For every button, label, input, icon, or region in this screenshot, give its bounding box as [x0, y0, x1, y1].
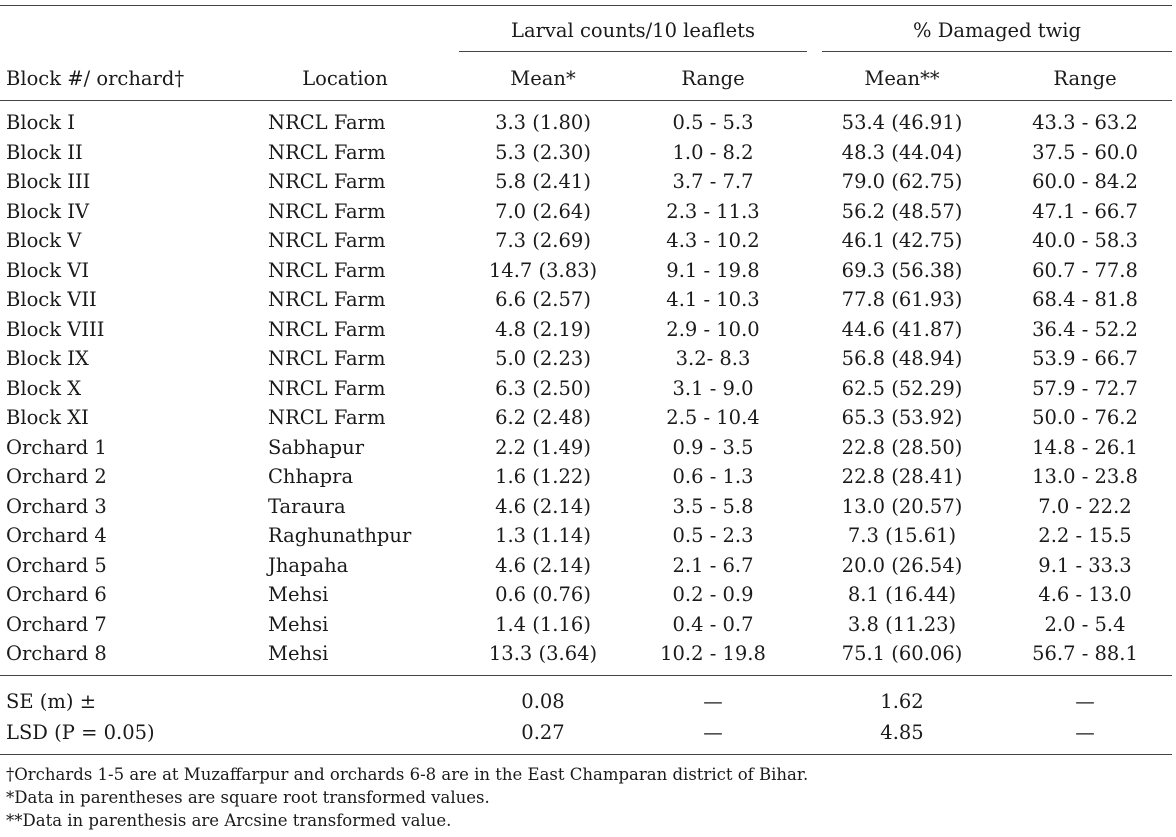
damaged-mean-cell: 65.3 (53.92) — [841, 406, 963, 429]
header-damaged-range: Range — [1053, 67, 1117, 90]
damaged-range-cell: 2.2 - 15.5 — [1038, 524, 1132, 547]
damaged-mean-cell: 13.0 (20.57) — [841, 494, 963, 518]
footnote-asterisk: *Data in parentheses are square root transformed values. — [6, 788, 490, 807]
damaged-mean-cell: 56.2 (48.57) — [841, 199, 963, 223]
damaged-mean-cell: 75.1 (60.06) — [841, 642, 963, 665]
larval-range-cell: 4.1 - 10.3 — [666, 288, 760, 311]
larval-mean-cell: 6.6 (2.57) — [495, 288, 591, 311]
damaged-range-cell: 53.9 - 66.7 — [1032, 347, 1138, 370]
larval-mean-cell: 0.6 (0.76) — [495, 583, 591, 606]
block-cell: Orchard 3 — [6, 494, 107, 518]
damaged-mean-cell: 8.1 (16.44) — [847, 583, 957, 606]
damaged-mean-cell: 53.4 (46.91) — [841, 111, 963, 134]
larval-range-cell: 3.2- 8.3 — [675, 347, 751, 370]
block-cell: Orchard 8 — [6, 642, 107, 665]
larval-range-cell: 10.2 - 19.8 — [660, 642, 766, 665]
larval-mean-cell: 1.4 (1.16) — [495, 612, 591, 636]
larval-mean-cell: 5.0 (2.23) — [495, 347, 591, 370]
damaged-range-cell: 60.7 - 77.8 — [1032, 258, 1138, 282]
damaged-range-cell: — — [1075, 690, 1095, 713]
block-cell: Block I — [6, 111, 75, 134]
larval-range-cell: 0.5 - 5.3 — [672, 111, 754, 134]
location-cell: Taraura — [268, 494, 346, 518]
damaged-range-cell: 4.6 - 13.0 — [1038, 583, 1132, 606]
damaged-mean-cell: 4.85 — [880, 721, 924, 744]
block-cell: Orchard 1 — [6, 435, 107, 459]
damaged-mean-cell: 44.6 (41.87) — [841, 317, 963, 341]
block-cell: Orchard 5 — [6, 553, 107, 577]
block-cell: Orchard 6 — [6, 583, 107, 606]
larval-mean-cell: 1.6 (1.22) — [495, 465, 591, 488]
larval-range-cell: 4.3 - 10.2 — [666, 229, 760, 252]
larval-range-cell: 2.1 - 6.7 — [672, 553, 754, 577]
damaged-mean-cell: 1.62 — [880, 690, 924, 713]
larval-range-cell: 0.9 - 3.5 — [672, 435, 754, 459]
larval-range-cell: 3.1 - 9.0 — [672, 376, 754, 400]
larval-range-cell: 9.1 - 19.8 — [666, 258, 760, 282]
larval-mean-cell: 0.08 — [521, 690, 565, 713]
block-cell: Block VII — [6, 288, 97, 311]
damaged-mean-cell: 7.3 (15.61) — [847, 524, 957, 547]
larval-mean-cell: 5.8 (2.41) — [495, 170, 591, 193]
damaged-mean-cell: 20.0 (26.54) — [841, 553, 963, 577]
block-cell: Block II — [6, 140, 83, 164]
larval-mean-cell: 7.3 (2.69) — [495, 229, 591, 252]
location-cell: NRCL Farm — [268, 288, 386, 311]
table-bottom-rule — [0, 754, 1172, 755]
block-cell: Block X — [6, 376, 82, 400]
header-damaged-mean: Mean** — [864, 67, 940, 90]
block-cell: Orchard 7 — [6, 612, 107, 636]
larval-mean-cell: 7.0 (2.64) — [495, 199, 591, 223]
location-cell: NRCL Farm — [268, 317, 386, 341]
location-cell: NRCL Farm — [268, 258, 386, 282]
larval-mean-cell: 4.6 (2.14) — [495, 553, 591, 577]
location-cell: NRCL Farm — [268, 229, 386, 252]
block-cell: Block VIII — [6, 317, 105, 341]
header-larval-range: Range — [681, 67, 745, 90]
larval-mean-cell: 1.3 (1.14) — [495, 524, 591, 547]
larval-range-cell: 0.4 - 0.7 — [672, 612, 754, 636]
larval-range-cell: 0.5 - 2.3 — [672, 524, 754, 547]
damaged-mean-cell: 77.8 (61.93) — [841, 288, 963, 311]
header-location: Location — [302, 67, 388, 90]
larval-range-cell: 0.2 - 0.9 — [672, 583, 754, 606]
header-group-larval: Larval counts/10 leaflets — [511, 19, 755, 42]
damaged-mean-cell: 46.1 (42.75) — [841, 229, 963, 252]
larval-mean-cell: 6.3 (2.50) — [495, 376, 591, 400]
damaged-range-cell: — — [1075, 721, 1095, 744]
damaged-mean-cell: 22.8 (28.41) — [841, 465, 963, 488]
damaged-range-cell: 43.3 - 63.2 — [1032, 111, 1138, 134]
larval-range-cell: 2.9 - 10.0 — [666, 317, 760, 341]
header-group-larval-rule — [459, 51, 807, 52]
larval-range-cell: 1.0 - 8.2 — [672, 140, 754, 164]
footnote-double-asterisk: **Data in parenthesis are Arcsine transformed value. — [6, 811, 452, 830]
damaged-range-cell: 13.0 - 23.8 — [1032, 465, 1138, 488]
damaged-mean-cell: 48.3 (44.04) — [841, 140, 963, 164]
location-cell: Sabhapur — [268, 435, 365, 459]
damaged-range-cell: 37.5 - 60.0 — [1032, 140, 1138, 164]
header-block: Block #/ orchard† — [6, 67, 185, 90]
larval-mean-cell: 6.2 (2.48) — [495, 406, 591, 429]
damaged-mean-cell: 3.8 (11.23) — [847, 612, 957, 636]
header-larval-mean: Mean* — [510, 67, 576, 90]
damaged-range-cell: 36.4 - 52.2 — [1032, 317, 1138, 341]
block-cell: Block IX — [6, 347, 89, 370]
larval-mean-cell: 14.7 (3.83) — [488, 258, 598, 282]
damaged-mean-cell: 56.8 (48.94) — [841, 347, 963, 370]
block-cell: Orchard 4 — [6, 524, 107, 547]
larval-mean-cell: 3.3 (1.80) — [495, 111, 591, 134]
location-cell: Chhapra — [268, 465, 354, 488]
larval-range-cell: — — [703, 690, 723, 713]
damaged-mean-cell: 22.8 (28.50) — [841, 435, 963, 459]
damaged-range-cell: 9.1 - 33.3 — [1038, 553, 1132, 577]
stats-top-rule — [0, 675, 1172, 676]
block-cell: Block IV — [6, 199, 90, 223]
block-cell: Block III — [6, 170, 91, 193]
larval-range-cell: 0.6 - 1.3 — [672, 465, 754, 488]
damaged-range-cell: 2.0 - 5.4 — [1044, 612, 1126, 636]
damaged-mean-cell: 69.3 (56.38) — [841, 258, 963, 282]
damaged-range-cell: 14.8 - 26.1 — [1032, 435, 1138, 459]
larval-range-cell: 3.5 - 5.8 — [672, 494, 754, 518]
table-top-rule — [0, 5, 1172, 6]
damaged-range-cell: 60.0 - 84.2 — [1032, 170, 1138, 193]
location-cell: NRCL Farm — [268, 170, 386, 193]
damaged-range-cell: 68.4 - 81.8 — [1032, 288, 1138, 311]
location-cell: NRCL Farm — [268, 376, 386, 400]
larval-mean-cell: 4.6 (2.14) — [495, 494, 591, 518]
location-cell: NRCL Farm — [268, 111, 386, 134]
header-group-damaged-rule — [822, 51, 1172, 52]
larval-range-cell: 2.5 - 10.4 — [666, 406, 760, 429]
location-cell: NRCL Farm — [268, 347, 386, 370]
larval-mean-cell: 5.3 (2.30) — [495, 140, 591, 164]
damaged-range-cell: 47.1 - 66.7 — [1032, 199, 1138, 223]
damaged-range-cell: 56.7 - 88.1 — [1032, 642, 1138, 665]
location-cell: Jhapaha — [268, 553, 349, 577]
footnote-dagger: †Orchards 1-5 are at Muzaffarpur and orchards 6-8 are in the East Champaran district of Bihar. — [6, 765, 809, 784]
larval-range-cell: 3.7 - 7.7 — [672, 170, 754, 193]
damaged-mean-cell: 62.5 (52.29) — [841, 376, 963, 400]
larval-mean-cell: 2.2 (1.49) — [495, 435, 591, 459]
location-cell: NRCL Farm — [268, 406, 386, 429]
larval-mean-cell: 13.3 (3.64) — [488, 642, 598, 665]
location-cell: Raghunathpur — [268, 524, 412, 547]
larval-range-cell: — — [703, 721, 723, 744]
location-cell: Mehsi — [268, 583, 329, 606]
location-cell: NRCL Farm — [268, 140, 386, 164]
larval-mean-cell: 0.27 — [521, 721, 565, 744]
damaged-range-cell: 50.0 - 76.2 — [1032, 406, 1138, 429]
location-cell: Mehsi — [268, 612, 329, 636]
block-cell: Block VI — [6, 258, 90, 282]
block-cell: SE (m) ± — [6, 690, 97, 713]
location-cell: NRCL Farm — [268, 199, 386, 223]
larval-range-cell: 2.3 - 11.3 — [666, 199, 760, 223]
block-cell: Block XI — [6, 406, 89, 429]
damaged-range-cell: 40.0 - 58.3 — [1032, 229, 1138, 252]
block-cell: Orchard 2 — [6, 465, 107, 488]
damaged-range-cell: 7.0 - 22.2 — [1038, 494, 1132, 518]
header-bottom-rule — [0, 100, 1172, 101]
damaged-mean-cell: 79.0 (62.75) — [841, 170, 963, 193]
header-group-damaged: % Damaged twig — [912, 19, 1082, 42]
block-cell: Block V — [6, 229, 82, 252]
block-cell: LSD (P = 0.05) — [6, 721, 155, 744]
larval-mean-cell: 4.8 (2.19) — [495, 317, 591, 341]
location-cell: Mehsi — [268, 642, 329, 665]
damaged-range-cell: 57.9 - 72.7 — [1032, 376, 1138, 400]
